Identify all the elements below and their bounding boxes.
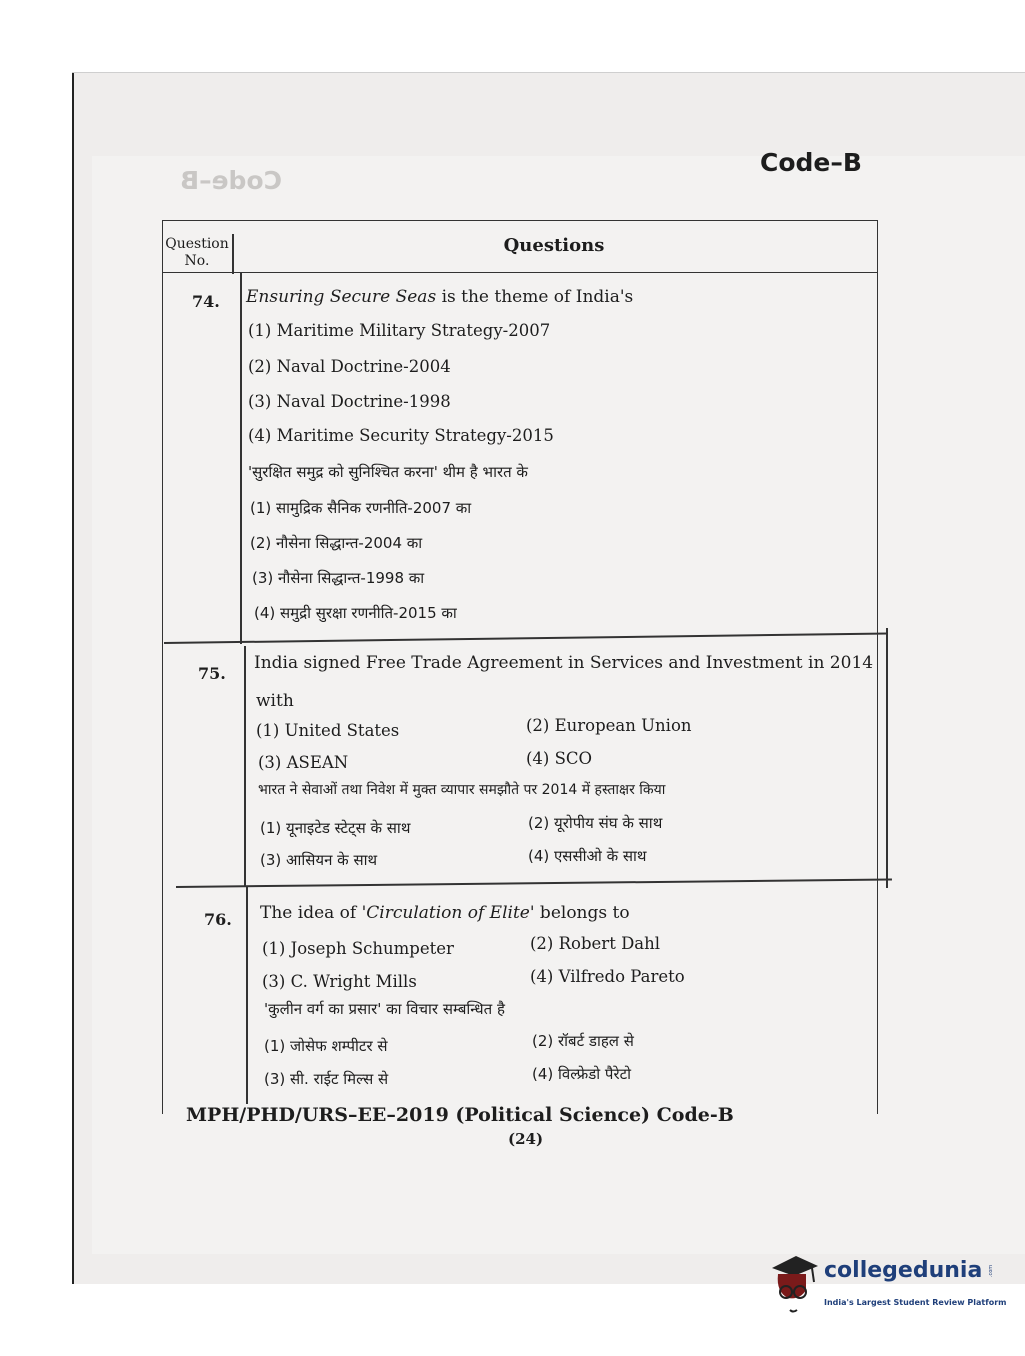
paper-code: Code–B	[760, 148, 862, 177]
option: (2) Naval Doctrine-2004	[248, 357, 451, 376]
question-stem	[260, 902, 630, 924]
column-divider	[240, 272, 242, 644]
option-hindi: (3) आसियन के साथ	[260, 851, 378, 869]
option-hindi: (2) रॉबर्ट डाहल से	[532, 1032, 634, 1050]
page-number: (24)	[508, 1130, 544, 1148]
option: (1) Joseph Schumpeter	[262, 939, 454, 958]
option-hindi: (3) सी. राईट मिल्स से	[264, 1070, 389, 1088]
option-hindi: (3) नौसेना सिद्धान्त-1998 का	[252, 569, 425, 587]
table-border	[886, 628, 888, 888]
student-mascot-icon	[766, 1248, 822, 1320]
question-stem-hindi: 'सुरक्षित समुद्र को सुनिश्चित करना' थीम है भारत के	[248, 463, 528, 481]
show-through-code: Code–B	[180, 166, 282, 195]
option: (4) Maritime Security Strategy-2015	[248, 426, 554, 445]
option: (3) Naval Doctrine-1998	[248, 392, 451, 411]
brand-name: collegedunia	[824, 1258, 983, 1283]
option-hindi: (4) विल्फ्रेडो पैरेटो	[532, 1065, 632, 1083]
option: (1) Maritime Military Strategy-2007	[248, 321, 551, 340]
option: (4) SCO	[526, 749, 593, 768]
column-header-questions: Questions	[503, 235, 605, 256]
question-number: 74.	[192, 292, 220, 311]
question-number: 75.	[198, 664, 226, 683]
stem-text: belongs to	[534, 903, 630, 923]
option-hindi: (2) यूरोपीय संघ के साथ	[528, 814, 663, 832]
stem-emphasis: 'Circulation of Elite'	[361, 903, 535, 923]
option-hindi: (4) समुद्री सुरक्षा रणनीति-2015 का	[254, 604, 457, 622]
option-hindi: (2) नौसेना सिद्धान्त-2004 का	[250, 534, 423, 552]
scan-edge	[72, 72, 1025, 73]
column-divider	[246, 886, 248, 1104]
option: (4) Vilfredo Pareto	[530, 967, 685, 986]
option: (3) C. Wright Mills	[262, 972, 417, 991]
option-hindi: (1) यूनाइटेड स्टेट्स के साथ	[260, 819, 411, 837]
column-header-question-no: Question No.	[165, 236, 229, 269]
option: (1) United States	[256, 721, 400, 740]
option-hindi: (1) जोसेफ शम्पीटर से	[264, 1037, 388, 1055]
option: (2) Robert Dahl	[530, 934, 661, 953]
question-stem: India signed Free Trade Agreement in Services and Investment in 2014	[254, 653, 874, 673]
question-stem-hindi: भारत ने सेवाओं तथा निवेश में मुक्त व्यापार समझौते पर 2014 में हस्ताक्षर किया	[258, 782, 666, 798]
stem-text: The idea of	[260, 903, 362, 923]
question-number: 76.	[204, 910, 232, 929]
question-stem	[246, 286, 633, 308]
exam-code-footer: MPH/PHD/URS–EE–2019 (Political Science) Code-B	[186, 1104, 734, 1126]
option: (3) ASEAN	[258, 753, 349, 772]
brand-domain: .com	[988, 1264, 995, 1278]
option-hindi: (4) एससीओ के साथ	[528, 847, 647, 865]
stem-text: is the theme of India's	[436, 287, 634, 307]
collegedunia-logo	[766, 1248, 1007, 1320]
question-stem-hindi: 'कुलीन वर्ग का प्रसार' का विचार सम्बन्धित है	[264, 1000, 505, 1018]
scan-edge	[72, 72, 74, 1284]
brand-tagline: India's Largest Student Review Platform	[824, 1298, 1007, 1307]
option: (2) European Union	[526, 716, 692, 735]
question-stem-continued: with	[256, 691, 294, 711]
stem-emphasis: Ensuring Secure Seas	[246, 287, 437, 307]
column-divider	[232, 234, 234, 274]
column-divider	[244, 646, 246, 886]
option-hindi: (1) सामुद्रिक सैनिक रणनीति-2007 का	[250, 499, 472, 517]
